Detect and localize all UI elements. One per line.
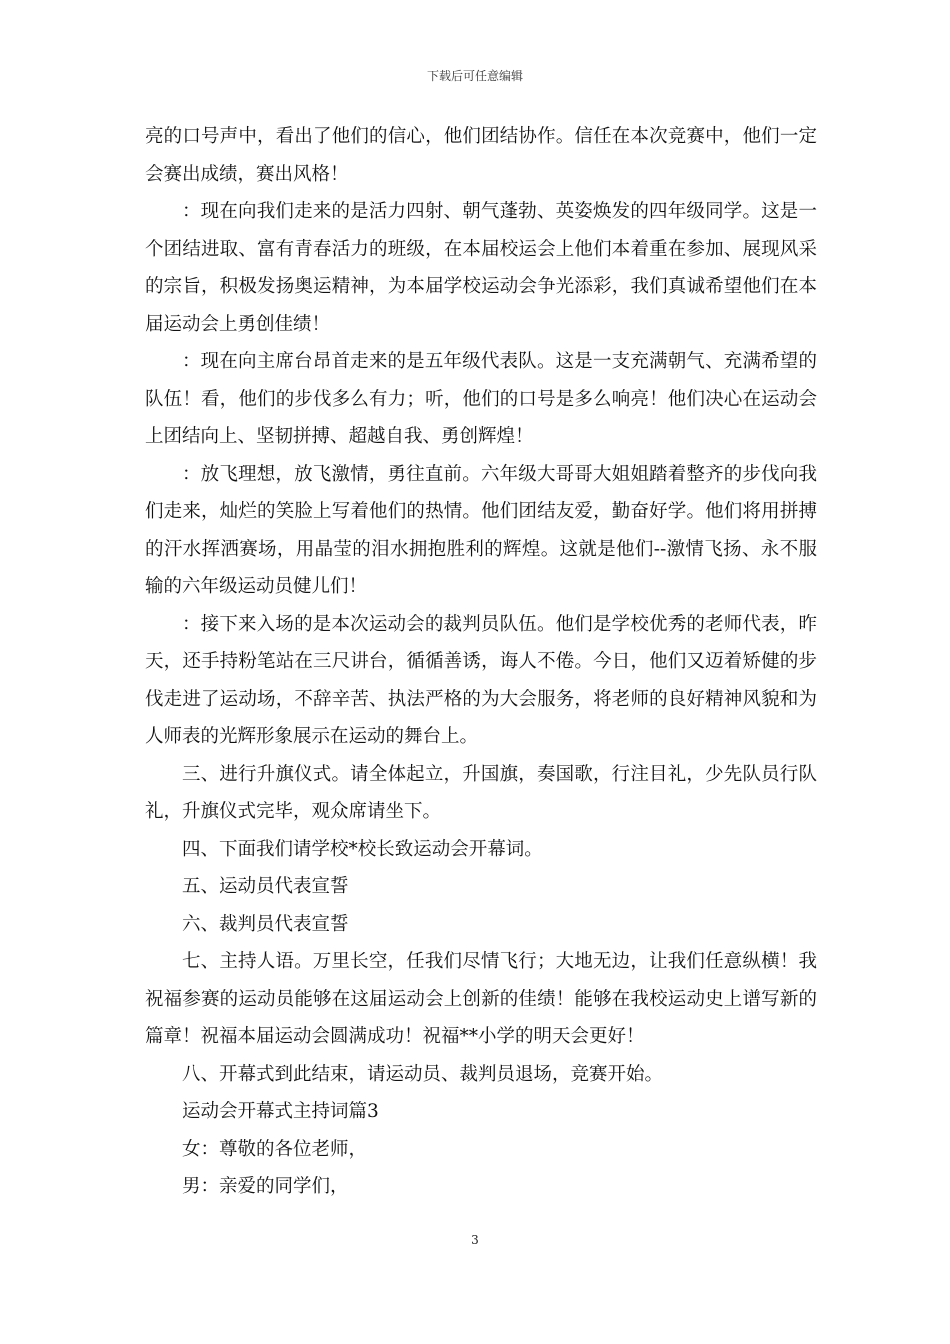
paragraph-referee-oath: 六、裁判员代表宣誓 (182, 913, 349, 935)
page-header: 下载后可任意编辑 (426, 69, 523, 83)
paragraph-grade-four: ：现在向我们走来的是活力四射、朝气蓬勃、英姿焕发的四年级同学。这是一个团结进取、富有青春活力的班级，在本届校运会上他们本着重在参加、展现风采的宗旨，积极发扬奥运精神，为本届学校运动会争光添彩，我们真诚希望他们在本届运动会上勇创佳绩！ (145, 201, 817, 335)
paragraph-continuation: 亮的口号声中，看出了他们的信心，他们团结协作。信任在本次竞赛中，他们一定会赛出成绩，赛出风格！ (145, 126, 817, 185)
paragraph-principal-speech: 四、下面我们请学校*校长致运动会开幕词。 (182, 838, 543, 860)
paragraph-male-host: 男：亲爱的同学们， (182, 1176, 349, 1197)
paragraph-grade-five: ：现在向主席台昂首走来的是五年级代表队。这是一支充满朝气、充满希望的队伍！看，他们的步伐多么有力；听，他们的口号是多么响亮！他们决心在运动会上团结向上、坚韧拼搏、超越自我、勇创辉煌！ (145, 351, 817, 447)
paragraph-referees: ：接下来入场的是本次运动会的裁判员队伍。他们是学校优秀的老师代表，昨天，还手持粉笔站在三尺讲台，循循善诱，诲人不倦。今日，他们又迈着矫健的步伐走进了运动场，不辞辛苦、执法严格的为大会服务，将老师的良好精神风貌和为人师表的光辉形象展示在运动的舞台上。 (145, 613, 817, 747)
paragraph-grade-six: ：放飞理想，放飞激情，勇往直前。六年级大哥哥大姐姐踏着整齐的步伐向我们走来，灿烂的笑脸上写着他们的热情。他们团结友爱，勤奋好学。他们将用拼搏的汗水挥洒赛场，用晶莹的泪水拥抱胜利的辉煌。这就是他们--激情飞扬、永不服输的六年级运动员健儿们！ (145, 463, 817, 597)
paragraph-female-host: 女：尊敬的各位老师， (182, 1138, 368, 1160)
paragraph-closing: 八、开幕式到此结束，请运动员、裁判员退场，竞赛开始。 (182, 1063, 664, 1085)
paragraph-flag-ceremony: 三、进行升旗仪式。请全体起立，升国旗，奏国歌，行注目礼，少先队员行队礼，升旗仪式完毕，观众席请坐下。 (145, 763, 817, 822)
page-number: 3 (471, 1233, 479, 1247)
document-body (145, 118, 817, 1206)
paragraph-athlete-oath: 五、运动员代表宣誓 (182, 876, 349, 897)
section-heading: 运动会开幕式主持词篇3 (182, 1101, 379, 1122)
paragraph-host-words: 七、主持人语。万里长空，任我们尽情飞行；大地无边，让我们任意纵横！我祝福参赛的运动员能够在这届运动会上创新的佳绩！能够在我校运动史上谱写新的篇章！祝福本届运动会圆满成功！祝福**小学的明天会更好！ (145, 951, 817, 1047)
